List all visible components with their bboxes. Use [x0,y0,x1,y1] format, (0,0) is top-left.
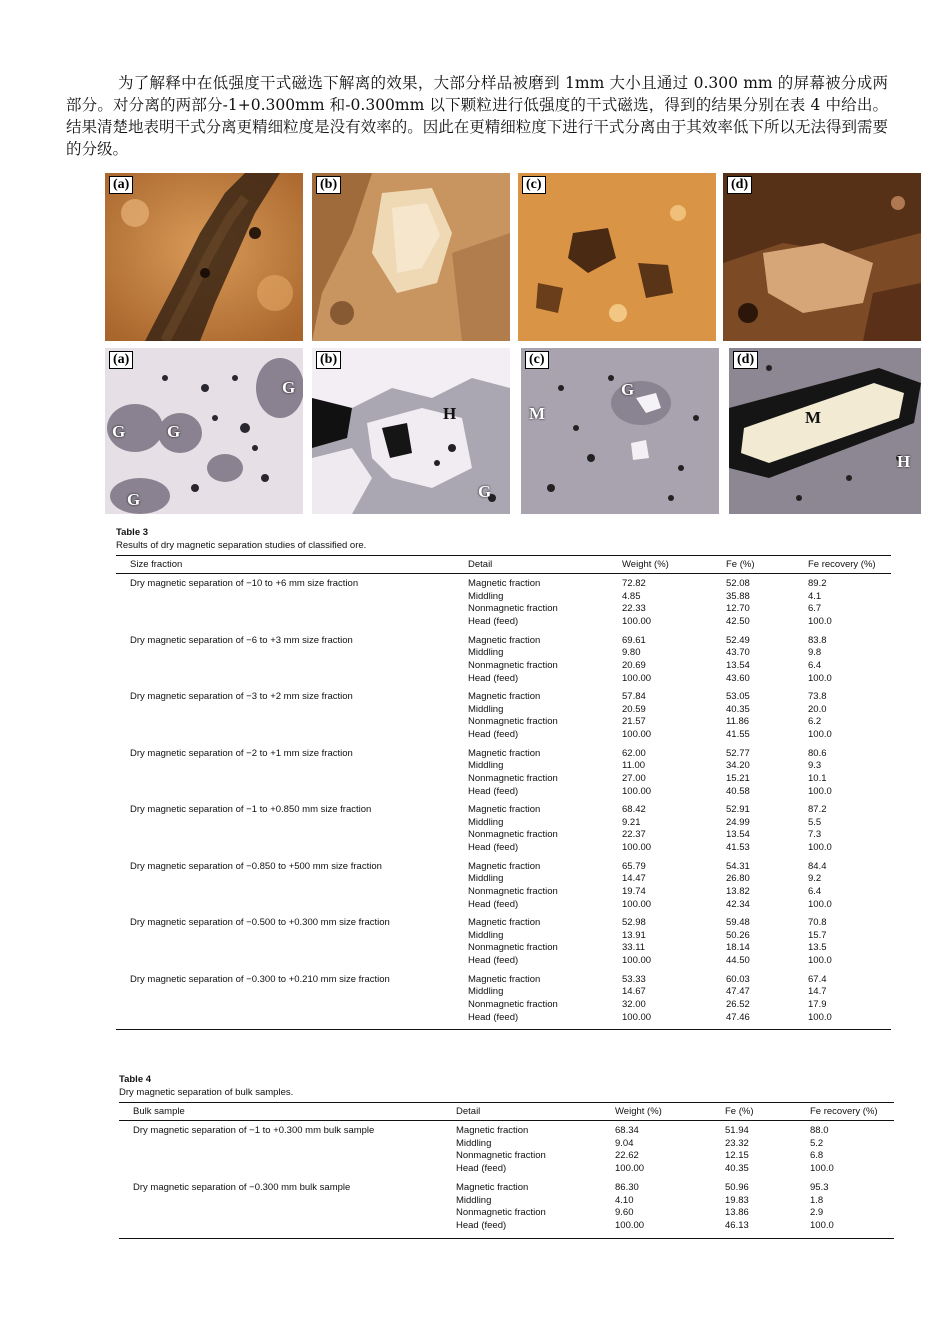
size-fraction-label: Dry magnetic separation of −0.300 mm bulk sample [133,1182,351,1193]
size-fraction-label: Dry magnetic separation of −0.500 to +0.300 mm size fraction [130,917,390,928]
fe-cell: 13.54 [726,829,750,841]
fe-recovery-cell: 100.0 [808,1011,832,1023]
weight-cell: 4.10 [615,1194,634,1206]
weight-cell: 9.04 [615,1137,634,1149]
detail-cell: Magnetic fraction [456,1182,529,1193]
detail-cell: Middling [456,1194,492,1206]
optical-micrograph-row [105,173,921,341]
detail-cell: Magnetic fraction [468,691,541,702]
detail-cell: Magnetic fraction [468,578,541,589]
size-fraction-label: Dry magnetic separation of −10 to +6 mm size fraction [130,578,359,589]
fe-cell: 15.21 [726,772,750,784]
panel-label-top-b: (b) [316,176,341,194]
detail-cell: Nonmagnetic fraction [468,998,558,1010]
weight-cell: 11.00 [622,760,646,772]
fe-recovery-cell: 15.7 [808,929,827,941]
detail-cell: Head (feed) [468,898,519,910]
detail-cell: Head (feed) [456,1220,507,1232]
fe-recovery-cell: 6.4 [808,659,822,671]
table4-header-detail: Detail [456,1106,481,1117]
fe-cell: 40.35 [726,703,750,715]
fe-recovery-cell: 67.4 [808,973,827,985]
optical-micrograph-d [723,173,921,341]
fe-recovery-cell: 2.9 [810,1207,824,1219]
weight-cell: 20.59 [622,703,646,715]
panel-label-bottom-d: (d) [733,351,758,369]
detail-cell: Nonmagnetic fraction [468,885,558,897]
panel-label-bottom-c: (c) [525,351,549,369]
optical-micrograph-c [518,173,716,341]
weight-cell: 100.00 [622,785,652,797]
detail-cell: Nonmagnetic fraction [468,829,558,841]
detail-cell: Head (feed) [468,729,519,741]
detail-cell: Middling [468,929,504,941]
weight-cell: 9.60 [615,1207,634,1219]
detail-cell: Magnetic fraction [468,634,541,646]
fe-recovery-cell: 7.3 [808,829,822,841]
detail-cell: Magnetic fraction [468,747,541,759]
fe-cell: 41.53 [726,842,750,854]
fe-cell: 46.13 [725,1220,749,1232]
table3-number: Table 3 [116,527,149,538]
detail-cell: Nonmagnetic fraction [456,1207,546,1219]
size-fraction-label: Dry magnetic separation of −3 to +2 mm size fraction [130,691,353,702]
fe-cell: 13.82 [726,885,750,897]
size-fraction-label: Dry magnetic separation of −1 to +0.300 mm bulk sample [133,1125,375,1136]
weight-cell: 14.47 [622,873,646,885]
weight-cell: 9.80 [622,647,641,659]
fe-cell: 13.54 [726,659,750,671]
reflected-micrograph-row [105,348,921,514]
fe-cell: 43.70 [726,647,750,659]
fe-cell: 12.70 [726,603,750,615]
fe-cell: 12.15 [725,1150,749,1162]
table3 [116,555,891,1031]
weight-cell: 57.84 [622,691,646,702]
fe-cell: 40.58 [726,785,750,797]
mineral-label: H [443,404,457,423]
fe-cell: 34.20 [726,760,750,772]
fe-cell: 44.50 [726,955,750,967]
weight-cell: 100.00 [622,729,652,741]
fe-cell: 60.03 [726,973,750,985]
table3-header-size-fraction: Size fraction [130,559,183,570]
weight-cell: 100.00 [622,616,652,628]
detail-cell: Magnetic fraction [468,804,541,815]
table4-number: Table 4 [119,1074,152,1085]
fe-cell: 18.14 [726,942,750,954]
weight-cell: 4.85 [622,590,641,602]
table4-header-bulk-sample: Bulk sample [133,1106,185,1117]
weight-cell: 22.37 [622,829,646,841]
fe-recovery-cell: 6.8 [810,1150,824,1162]
weight-cell: 22.33 [622,603,646,615]
fe-cell: 47.47 [726,986,750,998]
fe-cell: 26.52 [726,998,750,1010]
fe-cell: 35.88 [726,590,750,602]
reflected-micrograph-b [312,348,510,514]
fe-recovery-cell: 73.8 [808,691,827,702]
detail-cell: Middling [468,873,504,885]
fe-cell: 41.55 [726,729,750,741]
size-fraction-label: Dry magnetic separation of −2 to +1 mm size fraction [130,747,353,759]
weight-cell: 72.82 [622,578,646,589]
weight-cell: 100.00 [622,898,652,910]
panel-label-bottom-a: (a) [109,351,133,369]
fe-cell: 52.08 [726,578,750,589]
fe-recovery-cell: 10.1 [808,772,827,784]
reflected-micrograph-c [521,348,719,514]
fe-recovery-cell: 100.0 [810,1220,834,1232]
fe-recovery-cell: 87.2 [808,804,827,815]
detail-cell: Nonmagnetic fraction [468,772,558,784]
table3-caption [116,526,366,552]
fe-cell: 24.99 [726,816,750,828]
mineral-label: M [529,404,546,423]
fe-recovery-cell: 89.2 [808,578,827,589]
detail-cell: Middling [468,760,504,772]
detail-cell: Nonmagnetic fraction [468,603,558,615]
table4-description: Dry magnetic separation of bulk samples. [119,1087,294,1098]
detail-cell: Head (feed) [468,785,519,797]
fe-recovery-cell: 13.5 [808,942,827,954]
fe-recovery-cell: 88.0 [810,1125,829,1136]
detail-cell: Nonmagnetic fraction [468,942,558,954]
fe-cell: 40.35 [725,1163,749,1175]
fe-cell: 52.49 [726,634,750,646]
weight-cell: 100.00 [615,1163,645,1175]
weight-cell: 32.00 [622,998,646,1010]
weight-cell: 20.69 [622,659,646,671]
table3-header-fe: Fe (%) [726,559,755,570]
fe-recovery-cell: 95.3 [810,1182,829,1193]
mineral-label: G [621,380,635,399]
fe-cell: 11.86 [726,716,750,728]
weight-cell: 13.91 [622,929,646,941]
detail-cell: Magnetic fraction [468,860,541,872]
weight-cell: 9.21 [622,816,641,828]
table4-header-fe-recovery: Fe recovery (%) [810,1106,878,1117]
fe-cell: 13.86 [725,1207,749,1219]
table3-header-detail: Detail [468,559,493,570]
detail-cell: Magnetic fraction [456,1125,529,1136]
fe-cell: 26.80 [726,873,750,885]
table3-header-weight: Weight (%) [622,559,669,570]
detail-cell: Head (feed) [468,1011,519,1023]
weight-cell: 100.00 [622,955,652,967]
detail-cell: Magnetic fraction [468,917,541,928]
fe-recovery-cell: 80.6 [808,747,827,759]
weight-cell: 62.00 [622,747,646,759]
fe-recovery-cell: 20.0 [808,703,827,715]
mineral-label: G [282,378,296,397]
table4 [119,1102,894,1240]
optical-micrograph-a [105,173,303,341]
fe-recovery-cell: 70.8 [808,917,827,928]
mineral-label: G [112,422,126,441]
fe-recovery-cell: 14.7 [808,986,827,998]
size-fraction-label: Dry magnetic separation of −0.300 to +0.210 mm size fraction [130,973,390,985]
fe-recovery-cell: 100.0 [808,729,832,741]
reflected-micrograph-d [729,348,921,514]
size-fraction-label: Dry magnetic separation of −6 to +3 mm size fraction [130,634,353,646]
fe-recovery-cell: 5.5 [808,816,822,828]
panel-label-bottom-b: (b) [316,351,341,369]
weight-cell: 53.33 [622,973,646,985]
table4-header-weight: Weight (%) [615,1106,662,1117]
detail-cell: Head (feed) [468,616,519,628]
weight-cell: 100.00 [622,672,652,684]
fe-recovery-cell: 9.2 [808,873,822,885]
detail-cell: Magnetic fraction [468,973,541,985]
fe-recovery-cell: 1.8 [810,1194,824,1206]
weight-cell: 52.98 [622,917,646,928]
weight-cell: 100.00 [615,1220,645,1232]
fe-recovery-cell: 100.0 [808,898,832,910]
panel-label-top-d: (d) [727,176,752,194]
detail-cell: Middling [456,1137,492,1149]
fe-recovery-cell: 83.8 [808,634,827,646]
fe-cell: 47.46 [726,1011,750,1023]
mineral-label: G [478,482,492,501]
fe-recovery-cell: 100.0 [808,672,832,684]
fe-recovery-cell: 100.0 [808,785,832,797]
fe-recovery-cell: 5.2 [810,1137,824,1149]
table4-caption [119,1073,293,1099]
detail-cell: Middling [468,590,504,602]
weight-cell: 100.00 [622,842,652,854]
weight-cell: 19.74 [622,885,646,897]
detail-cell: Head (feed) [468,955,519,967]
fe-recovery-cell: 100.0 [808,842,832,854]
detail-cell: Nonmagnetic fraction [468,659,558,671]
fe-cell: 54.31 [726,860,750,872]
mineral-label: G [167,422,181,441]
fe-recovery-cell: 100.0 [808,955,832,967]
weight-cell: 68.34 [615,1125,639,1136]
weight-cell: 65.79 [622,860,646,872]
fe-recovery-cell: 17.9 [808,998,827,1010]
fe-cell: 19.83 [725,1194,749,1206]
fe-cell: 42.50 [726,616,750,628]
weight-cell: 69.61 [622,634,646,646]
panel-label-top-c: (c) [522,176,546,194]
fe-cell: 53.05 [726,691,750,702]
fe-recovery-cell: 4.1 [808,590,822,602]
table3-description: Results of dry magnetic separation studies of classified ore. [116,540,367,551]
weight-cell: 100.00 [622,1011,652,1023]
fe-recovery-cell: 9.3 [808,760,822,772]
fe-cell: 50.96 [725,1182,749,1193]
weight-cell: 86.30 [615,1182,639,1193]
fe-cell: 52.77 [726,747,750,759]
fe-recovery-cell: 84.4 [808,860,827,872]
fe-cell: 50.26 [726,929,750,941]
fe-cell: 52.91 [726,804,750,815]
detail-cell: Middling [468,816,504,828]
fe-cell: 51.94 [725,1125,749,1136]
fe-cell: 42.34 [726,898,750,910]
detail-cell: Head (feed) [468,842,519,854]
weight-cell: 22.62 [615,1150,639,1162]
size-fraction-label: Dry magnetic separation of −1 to +0.850 mm size fraction [130,804,372,815]
fe-recovery-cell: 9.8 [808,647,822,659]
mineral-label: H [897,452,911,471]
detail-cell: Head (feed) [468,672,519,684]
mineral-label: G [127,490,141,509]
detail-cell: Middling [468,647,504,659]
reflected-micrograph-a [105,348,303,514]
fe-recovery-cell: 6.7 [808,603,822,615]
body-paragraph: 为了解释中在低强度干式磁选下解离的效果，大部分样品被磨到 1mm 大小且通过 0.300 mm 的屏幕被分成两部分。对分离的两部分-1+0.300mm 和-0.300mm 以下颗粒进行低强度的干式磁选，得到的结果分别在表 4 中给出。结果清楚地表明干式分离更精细粒度是没有效率的。因此在更精细粒度下进行干式分离由于其效率低下所以无法得到需要的分级。 [66,74,888,158]
weight-cell: 27.00 [622,772,646,784]
weight-cell: 68.42 [622,804,646,815]
weight-cell: 21.57 [622,716,646,728]
detail-cell: Middling [468,986,504,998]
mineral-label: M [805,408,822,427]
size-fraction-label: Dry magnetic separation of −0.850 to +500 mm size fraction [130,860,382,872]
panel-label-top-a: (a) [109,176,133,194]
fe-cell: 43.60 [726,672,750,684]
detail-cell: Nonmagnetic fraction [456,1150,546,1162]
fe-recovery-cell: 6.2 [808,716,822,728]
table3-header-fe-recovery: Fe recovery (%) [808,559,876,570]
fe-cell: 23.32 [725,1137,749,1149]
table4-header-fe: Fe (%) [725,1106,754,1117]
fe-recovery-cell: 6.4 [808,885,822,897]
weight-cell: 33.11 [622,942,646,954]
fe-cell: 59.48 [726,917,750,928]
optical-micrograph-b [312,173,510,341]
fe-recovery-cell: 100.0 [808,616,832,628]
detail-cell: Nonmagnetic fraction [468,716,558,728]
fe-recovery-cell: 100.0 [810,1163,834,1175]
detail-cell: Middling [468,703,504,715]
detail-cell: Head (feed) [456,1163,507,1175]
weight-cell: 14.67 [622,986,646,998]
